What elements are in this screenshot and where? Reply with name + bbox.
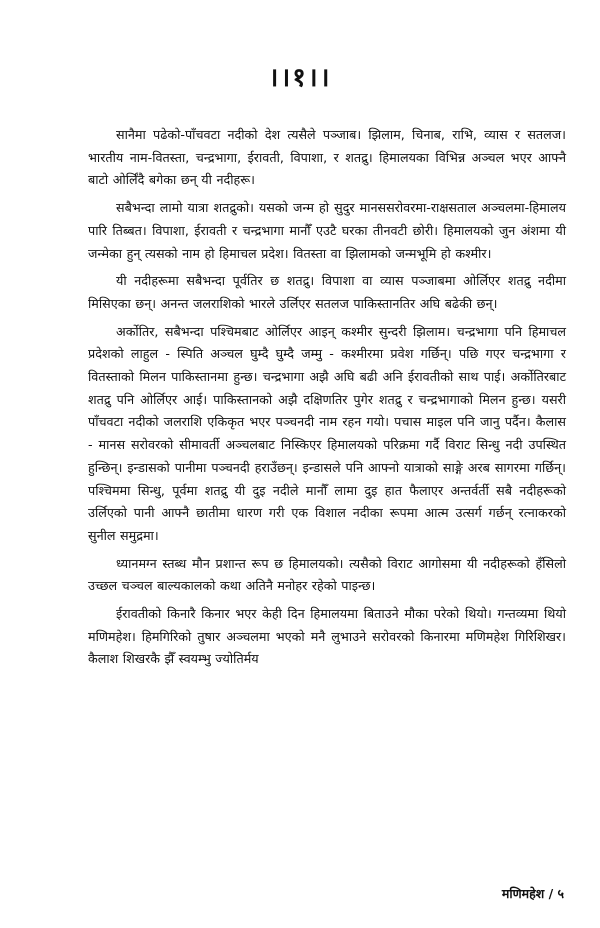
paragraph: ईरावतीको किनारै किनार भएर केही दिन हिमालयमा बिताउने मौका परेको थियो। गन्तव्यमा थियो मणिमहेश। हिमगिरिको तुषार अञ्चलमा भएको मनै लुभाउने सरोवरको किनारमा मणिमहेश गिरिशिखर। कैलाश शिखरकै झैँ स्वयम्भु ज्योतिर्मय	[88, 606, 566, 667]
paragraph: अर्कोतिर, सबैभन्दा पश्चिमबाट ओर्लिएर आइन् कश्मीर सुन्दरी झिलाम। चन्द्रभागा पनि हिमाचल प्रदेशको लाहुल - स्पिति अञ्चल घुम्दै घुम्दै जम्मु - कश्मीरमा प्रवेश गर्छिन्। पछि गएर चन्द्रभागा र वितस्ताको मिलन पाकिस्तानमा हुन्छ। चन्द्रभागा अझै अघि बढी अनि ईरावतीको साथ पाई। अर्कोतिरबाट शतद्रु पनि ओर्लिएर आई। पाकिस्तानको अझै दक्षिणतिर पुगेर शतद्रु र चन्द्रभागाको मिलन हुन्छ। यसरी पाँचवटा नदीको जलराशि एकिकृत भएर पञ्चनदी नाम रहन गयो। पचास माइल पनि जानु पर्दैन। कैलास - मानस सरोवरको सीमावर्ती अञ्चलबाट निस्किएर हिमालयको परिक्रमा गर्दै विराट सिन्धु नदी उपस्थित हुन्छिन्। इन्डासको पानीमा पञ्चनदी हराउँछन्। इन्डासले पनि आफ्नो यात्राको साङ्गे अरब सागरमा गर्छिन्। पश्चिममा सिन्धु, पूर्वमा शतद्रु यी दुइ नदीले मानौँ लामा दुइ हात फैलाएर अन्तर्वर्ती सबै नदीहरूको उर्लिएको पानी आफ्नै छातीमा धारण गरी एक विशाल नदीका रूपमा आत्म उत्सर्ग गर्छन् रत्नाकरको सुनील समुद्रमा।	[88, 323, 566, 543]
paragraph: सबैभन्दा लामो यात्रा शतद्रुको। यसको जन्म हो सुदुर मानससरोवरमा-राक्षसताल अञ्चलमा-हिमालय पारि तिब्बत। विपाशा, ईरावती र चन्द्रभागा मानौँ एउटै घरका तीनवटी छोरी। हिमालयको जुन अंशमा यी जन्मेका हुन् त्यसको नाम हो हिमाचल प्रदेश। वितस्ता वा झिलामको जन्मभूमि हो कश्मीर।	[88, 200, 566, 261]
chapter-number-heading: ।।१।।	[268, 63, 332, 93]
page-footer: मणिमहेश / ५	[501, 886, 564, 901]
paragraph: ध्यानमग्न स्तब्ध मौन प्रशान्त रूप छ हिमालयको। त्यसैको विराट आगोसमा यी नदीहरूको हँसिलो उच्छल चञ्चल बाल्यकालको कथा अतिनै मनोहर रहेको पाइन्छ।	[88, 555, 566, 594]
body-text	[88, 124, 566, 676]
paragraph: यी नदीहरूमा सबैभन्दा पूर्वतिर छ शतद्रु। विपाशा वा व्यास पञ्जाबमा ओर्लिएर शतद्रु नदीमा मिसिएका छन्। अनन्त जलराशिको भारले उर्लिएर सतलज पाकिस्तानतिर अघि बढेकी छन्।	[88, 273, 566, 311]
paragraph: सानैमा पढेको-पाँचवटा नदीको देश त्यसैले पञ्जाब। झिलाम, चिनाब, राभि, व्यास र सतलज। भारतीय नाम-वितस्ता, चन्द्रभागा, ईरावती, विपाशा, र शतद्रु। हिमालयका विभिन्न अञ्चल भएर आफ्नै बाटो ओर्लिंदै बगेका छन् यी नदीहरू।	[88, 127, 566, 188]
